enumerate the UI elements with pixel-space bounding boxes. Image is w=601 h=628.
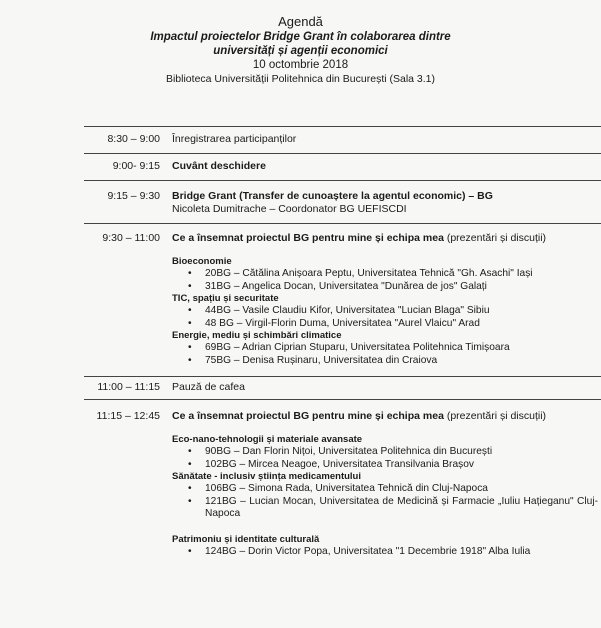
project-entry: 106BG – Simona Rada, Universitatea Tehnică din Cluj-Napoca xyxy=(205,483,488,494)
bullet-icon: • xyxy=(188,483,192,494)
session-heading-note: (prezentări și discuții) xyxy=(443,232,547,244)
bullet-icon: • xyxy=(188,317,192,329)
page-title: Agendă xyxy=(278,14,323,29)
list-item xyxy=(172,318,601,331)
project-entry: 121BG – Lucian Mocan, Universitatea de Medicină și Farmacie „Iuliu Hațieganu" Cluj-Napoca xyxy=(205,495,598,519)
event-venue: Biblioteca Universității Politehnica din București (Sala 3.1) xyxy=(165,73,436,85)
session-heading xyxy=(172,232,601,245)
list-item xyxy=(172,305,601,318)
session-heading-bold: Ce a însemnat proiectul BG pentru mine și echipa mea xyxy=(172,410,444,422)
agenda-speaker: Nicoleta Dumitrache – Coordonator BG UEFISCDI xyxy=(172,203,407,215)
category-label: Eco-nano-tehnologii și materiale avansate xyxy=(172,434,363,445)
agenda-time: 11:15 – 12:45 xyxy=(96,410,160,422)
project-entry: 102BG – Mircea Neagoe, Universitatea Transilvania Brașov xyxy=(205,458,474,470)
event-subtitle-line1: Impactul proiectelor Bridge Grant în colaborarea dintre xyxy=(150,31,451,43)
bullet-icon: • xyxy=(188,354,192,366)
agenda-item-text: Înregistrarea participanților xyxy=(172,133,297,145)
project-entry: 20BG – Cătălina Anișoara Peptu, Universitatea Tehnică "Gh. Asachi" Iași xyxy=(205,268,533,279)
session-heading xyxy=(172,410,601,423)
agenda-row xyxy=(84,224,601,377)
session-heading-note: (prezentări și discuții) xyxy=(443,410,547,422)
category-label: Sănătate - inclusiv știința medicamentului xyxy=(172,471,361,482)
agenda-row xyxy=(84,377,601,400)
list-item xyxy=(172,496,598,521)
agenda-header xyxy=(0,14,601,86)
agenda-table xyxy=(84,126,601,580)
event-date: 10 octombrie 2018 xyxy=(252,59,349,71)
project-entry: 48 BG – Virgil-Florin Duma, Universitatea "Aurel Vlaicu" Arad xyxy=(205,317,480,329)
agenda-item-text: Pauză de cafea xyxy=(172,381,245,393)
list-item xyxy=(172,268,601,281)
category-label: Energie, mediu și schimbări climatice xyxy=(172,330,342,341)
project-entry: 75BG – Denisa Rușinaru, Universitatea din Craiova xyxy=(205,354,438,366)
bullet-icon: • xyxy=(188,495,192,507)
agenda-time: 9:30 – 11:00 xyxy=(102,232,160,244)
category-label: Patrimoniu și identitate culturală xyxy=(172,533,320,545)
project-entry: 124BG – Dorin Victor Popa, Universitatea "1 Decembrie 1918" Alba Iulia xyxy=(205,545,531,557)
bullet-icon: • xyxy=(188,280,192,292)
bullet-icon: • xyxy=(188,446,192,457)
agenda-time: 9:00- 9:15 xyxy=(112,160,160,172)
list-item xyxy=(172,281,601,294)
agenda-row xyxy=(84,181,601,224)
project-entry: 44BG – Vasile Claudiu Kifor, Universitatea "Lucian Blaga" Sibiu xyxy=(205,305,490,316)
bullet-icon: • xyxy=(188,305,192,316)
bullet-icon: • xyxy=(188,268,192,279)
agenda-row xyxy=(84,400,601,580)
project-entry: 90BG – Dan Florin Nițoi, Universitatea Politehnica din București xyxy=(205,446,493,457)
agenda-time: 11:00 – 11:15 xyxy=(97,381,160,393)
list-item xyxy=(172,459,601,472)
project-entry: 69BG – Adrian Ciprian Stuparu, Universitatea Politehnica Timișoara xyxy=(205,342,510,353)
category-label: TIC, spațiu și securitate xyxy=(172,293,279,304)
agenda-time: 9:15 – 9:30 xyxy=(107,190,160,202)
list-item xyxy=(172,342,601,355)
agenda-time: 8:30 – 9:00 xyxy=(107,133,160,145)
bullet-icon: • xyxy=(188,342,192,353)
agenda-row xyxy=(84,126,601,154)
session-heading-bold: Ce a însemnat proiectul BG pentru mine și echipa mea xyxy=(172,232,444,244)
list-item xyxy=(172,355,601,368)
agenda-item-text: Bridge Grant (Transfer de cunoaștere la agentul economic) – BG xyxy=(172,190,493,202)
bullet-icon: • xyxy=(188,458,192,470)
list-item xyxy=(172,546,601,559)
list-item xyxy=(172,446,601,459)
list-item xyxy=(172,483,601,496)
category-label: Bioeconomie xyxy=(172,256,232,267)
event-subtitle-line2: universități și agenții economici xyxy=(213,45,388,57)
bullet-icon: • xyxy=(188,545,192,557)
agenda-row xyxy=(84,154,601,181)
project-entry: 31BG – Angelica Docan, Universitatea "Dunărea de jos" Galați xyxy=(205,280,487,292)
agenda-item-text: Cuvânt deschidere xyxy=(172,160,266,172)
